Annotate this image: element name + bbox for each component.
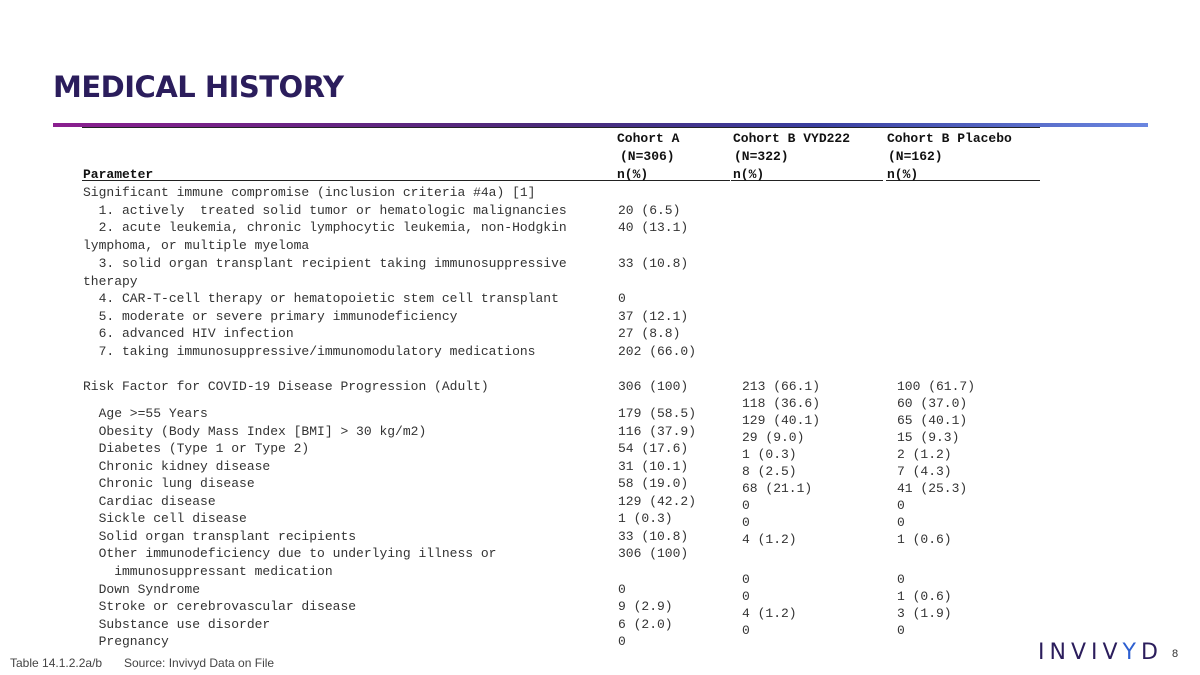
- cohort-b-value: 8 (2.5): [742, 464, 797, 479]
- cohort-a-value: 54 (17.6): [618, 441, 689, 456]
- row-label: 7. taking immunosuppressive/immunomodulatory medications: [83, 344, 536, 359]
- col-header-placebo-n: (N=162): [888, 149, 943, 164]
- cohort-a-value: 129 (42.2): [618, 494, 697, 509]
- placebo-value: 0: [897, 515, 905, 530]
- section-heading-risk-factor: Risk Factor for COVID-19 Disease Progression (Adult): [83, 379, 489, 394]
- table-top-rule: [82, 127, 1040, 128]
- row-label: 6. advanced HIV infection: [83, 326, 294, 341]
- col-header-cohort-b-unit: n(%): [733, 167, 765, 182]
- cohort-a-value: 202 (66.0): [618, 344, 697, 359]
- risk-factor-label: Pregnancy: [83, 634, 169, 649]
- cohort-a-value: 306 (100): [618, 379, 689, 394]
- row-label: 5. moderate or severe primary immunodeficiency: [83, 309, 458, 324]
- placebo-value: 2 (1.2): [897, 447, 952, 462]
- page-number: 8: [1172, 648, 1179, 660]
- cohort-a-value: 6 (2.0): [618, 617, 673, 632]
- cohort-b-value: 0: [742, 623, 750, 638]
- col-header-cohort-a: Cohort A: [617, 131, 680, 146]
- cohort-b-value: 129 (40.1): [742, 413, 821, 428]
- placebo-value: 0: [897, 572, 905, 587]
- logo-text-y: Y: [1122, 640, 1141, 665]
- cohort-a-value: 0: [618, 291, 626, 306]
- risk-factor-label: Diabetes (Type 1 or Type 2): [83, 441, 310, 456]
- cohort-a-value: 179 (58.5): [618, 406, 697, 421]
- cohort-b-value: 68 (21.1): [742, 481, 813, 496]
- page-title: MEDICAL HISTORY: [53, 70, 344, 104]
- row-label: 4. CAR-T-cell therapy or hematopoietic stem cell transplant: [83, 291, 559, 306]
- placebo-value: 1 (0.6): [897, 532, 952, 547]
- cohort-a-value: 33 (10.8): [618, 529, 689, 544]
- placebo-value: 100 (61.7): [897, 379, 976, 394]
- placebo-value: 41 (25.3): [897, 481, 968, 496]
- cohort-a-value: 20 (6.5): [618, 203, 681, 218]
- table-reference: Table 14.1.2.2a/b: [10, 656, 103, 670]
- cohort-b-value: 4 (1.2): [742, 606, 797, 621]
- cohort-a-value: 33 (10.8): [618, 256, 689, 271]
- cohort-b-value: 0: [742, 572, 750, 587]
- row-label: 3. solid organ transplant recipient taking immunosuppressive: [83, 256, 567, 271]
- cohort-b-value: 1 (0.3): [742, 447, 797, 462]
- placebo-value: 60 (37.0): [897, 396, 968, 411]
- cohort-b-value: 0: [742, 589, 750, 604]
- col-header-cohort-b: Cohort B VYD222: [733, 131, 851, 146]
- placebo-value: 3 (1.9): [897, 606, 952, 621]
- cohort-b-value: 118 (36.6): [742, 396, 821, 411]
- invivyd-logo: [1038, 640, 1163, 665]
- cohort-a-value: 1 (0.3): [618, 511, 673, 526]
- placebo-value: 7 (4.3): [897, 464, 952, 479]
- col-header-parameter: Parameter: [83, 167, 154, 182]
- placebo-value: 0: [897, 498, 905, 513]
- risk-factor-label: Other immunodeficiency due to underlying illness or: [83, 546, 497, 561]
- risk-factor-label: Substance use disorder: [83, 617, 271, 632]
- placebo-value: 0: [897, 623, 905, 638]
- cohort-a-value: 0: [618, 634, 626, 649]
- placebo-value: 15 (9.3): [897, 430, 960, 445]
- row-label-cont: lymphoma, or multiple myeloma: [83, 238, 310, 253]
- risk-factor-label: Age >=55 Years: [83, 406, 208, 421]
- logo-text-end: D: [1141, 640, 1163, 665]
- cohort-a-value: 306 (100): [618, 546, 689, 561]
- placebo-value: 65 (40.1): [897, 413, 968, 428]
- row-label: 2. acute leukemia, chronic lymphocytic leukemia, non-Hodgkin: [83, 220, 567, 235]
- risk-factor-label: Obesity (Body Mass Index [BMI] > 30 kg/m2): [83, 424, 427, 439]
- risk-factor-label: Chronic kidney disease: [83, 459, 271, 474]
- risk-factor-label-cont: immunosuppressant medication: [83, 564, 333, 579]
- col-header-placebo-unit: n(%): [887, 167, 919, 182]
- col-header-cohort-b-n: (N=322): [734, 149, 789, 164]
- risk-factor-label: Solid organ transplant recipients: [83, 529, 357, 544]
- risk-factor-label: Chronic lung disease: [83, 476, 255, 491]
- cohort-a-value: 0: [618, 582, 626, 597]
- cohort-b-value: 0: [742, 515, 750, 530]
- cohort-a-value: 116 (37.9): [618, 424, 697, 439]
- col-header-cohort-a-unit: n(%): [617, 167, 649, 182]
- col-header-cohort-a-n: (N=306): [620, 149, 675, 164]
- cohort-b-value: 0: [742, 498, 750, 513]
- row-label-cont: therapy: [83, 274, 138, 289]
- row-label: 1. actively treated solid tumor or hematologic malignancies: [83, 203, 567, 218]
- risk-factor-label: Down Syndrome: [83, 582, 201, 597]
- cohort-a-value: 31 (10.1): [618, 459, 689, 474]
- cohort-b-value: 213 (66.1): [742, 379, 821, 394]
- cohort-a-value: 58 (19.0): [618, 476, 689, 491]
- risk-factor-label: Stroke or cerebrovascular disease: [83, 599, 357, 614]
- risk-factor-label: Sickle cell disease: [83, 511, 247, 526]
- col-header-placebo: Cohort B Placebo: [887, 131, 1012, 146]
- source-note: Source: Invivyd Data on File: [124, 656, 275, 670]
- header-rule-param: [82, 180, 617, 181]
- cohort-a-value: 9 (2.9): [618, 599, 673, 614]
- cohort-a-value: 27 (8.8): [618, 326, 681, 341]
- section-heading-immune-compromise: Significant immune compromise (inclusion criteria #4a) [1]: [83, 185, 536, 200]
- cohort-b-value: 4 (1.2): [742, 532, 797, 547]
- logo-text-start: INVIV: [1038, 640, 1123, 665]
- risk-factor-label: Cardiac disease: [83, 494, 216, 509]
- cohort-a-value: 40 (13.1): [618, 220, 689, 235]
- placebo-value: 1 (0.6): [897, 589, 952, 604]
- cohort-b-value: 29 (9.0): [742, 430, 805, 445]
- cohort-a-value: 37 (12.1): [618, 309, 689, 324]
